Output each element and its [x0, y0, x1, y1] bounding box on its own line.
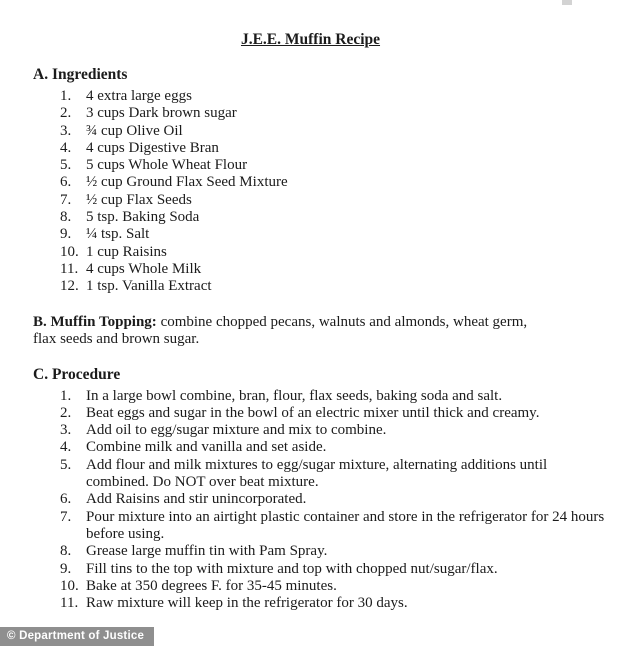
item-text: ¼ tsp. Salt	[86, 226, 150, 243]
watermark-label: © Department of Justice	[7, 630, 145, 642]
item-text: 3 cups Dark brown sugar	[86, 105, 237, 122]
list-item	[33, 244, 608, 261]
list-item	[33, 192, 608, 209]
item-text: Bake at 350 degrees F. for 35-45 minutes.	[86, 577, 337, 594]
list-item	[33, 105, 608, 122]
list-item	[33, 422, 608, 439]
item-number: 5.	[60, 456, 72, 473]
item-number: 9.	[60, 560, 72, 577]
page-title: J.E.E. Muffin Recipe	[240, 31, 381, 48]
list-item	[33, 140, 608, 157]
section-heading-procedure: C. Procedure	[33, 365, 121, 383]
item-number: 11.	[60, 260, 79, 277]
list-item	[33, 457, 608, 492]
item-number: 9.	[60, 226, 72, 243]
item-text: 4 cups Whole Milk	[86, 260, 202, 277]
item-text: 5 cups Whole Wheat Flour	[86, 157, 248, 174]
item-number: 4.	[60, 139, 72, 156]
list-item	[33, 209, 608, 226]
item-text: Raw mixture will keep in the refrigerator for 30 days.	[86, 595, 408, 612]
item-text: ½ cup Ground Flax Seed Mixture	[86, 174, 288, 191]
item-text: 5 tsp. Baking Soda	[86, 209, 200, 226]
item-text: Grease large muffin tin with Pam Spray.	[86, 543, 328, 560]
item-text: 4 cups Digestive Bran	[86, 139, 219, 156]
list-item	[33, 157, 608, 174]
item-number: 6.	[60, 491, 72, 508]
procedure-list	[33, 388, 608, 613]
item-text: ½ cup Flax Seeds	[86, 191, 192, 208]
item-text: 1 tsp. Vanilla Extract	[86, 278, 212, 295]
item-number: 3.	[60, 122, 72, 139]
item-text: Add flour and milk mixtures to egg/sugar mixture, alternating additions until combined. Do NOT over beat mixture.	[86, 456, 548, 491]
list-item	[33, 561, 608, 578]
item-number: 12.	[60, 278, 79, 295]
item-text: Add oil to egg/sugar mixture and mix to combine.	[86, 422, 387, 439]
topping-heading: B. Muffin Topping:	[33, 313, 157, 330]
item-text: Combine milk and vanilla and set aside.	[86, 439, 327, 456]
list-item	[33, 405, 608, 422]
item-text: Fill tins to the top with mixture and top with chopped nut/sugar/flax.	[86, 560, 498, 577]
list-item	[33, 226, 608, 243]
doj-watermark	[0, 627, 154, 646]
list-item	[33, 439, 608, 456]
list-item	[33, 261, 608, 278]
list-item	[33, 509, 608, 544]
section-heading-ingredients: A. Ingredients	[33, 66, 128, 83]
item-text: 1 cup Raisins	[86, 243, 167, 260]
item-number: 10.	[60, 243, 79, 260]
list-item	[33, 174, 608, 191]
section-muffin-topping	[33, 314, 553, 349]
list-item	[33, 388, 608, 405]
item-number: 6.	[60, 174, 72, 191]
scan-artifact	[562, 0, 572, 5]
ingredients-list	[33, 88, 608, 296]
item-number: 10.	[60, 577, 79, 594]
item-text: ¾ cup Olive Oil	[86, 122, 183, 139]
topping-text: combine chopped pecans, walnuts and almonds, wheat germ, flax seeds and brown sugar.	[33, 313, 528, 348]
item-number: 7.	[60, 508, 72, 525]
item-number: 3.	[60, 422, 72, 439]
item-number: 11.	[60, 595, 79, 612]
list-item	[33, 491, 608, 508]
list-item	[33, 88, 608, 105]
list-item	[33, 278, 608, 295]
item-number: 8.	[60, 209, 72, 226]
item-number: 2.	[60, 404, 72, 421]
list-item	[33, 543, 608, 560]
item-number: 5.	[60, 157, 72, 174]
item-text: Add Raisins and stir unincorporated.	[86, 491, 307, 508]
item-number: 8.	[60, 543, 72, 560]
item-number: 7.	[60, 191, 72, 208]
list-item	[33, 123, 608, 140]
list-item	[33, 595, 608, 612]
item-text: 4 extra large eggs	[86, 88, 192, 104]
item-number: 2.	[60, 105, 72, 122]
item-number: 1.	[60, 88, 72, 104]
list-item	[33, 578, 608, 595]
item-number: 4.	[60, 439, 72, 456]
item-number: 1.	[60, 387, 72, 404]
item-text: In a large bowl combine, bran, flour, flax seeds, baking soda and salt.	[86, 387, 503, 404]
item-text: Beat eggs and sugar in the bowl of an electric mixer until thick and creamy.	[86, 404, 540, 421]
item-text: Pour mixture into an airtight plastic container and store in the refrigerator for 24 hours before using.	[86, 508, 605, 542]
